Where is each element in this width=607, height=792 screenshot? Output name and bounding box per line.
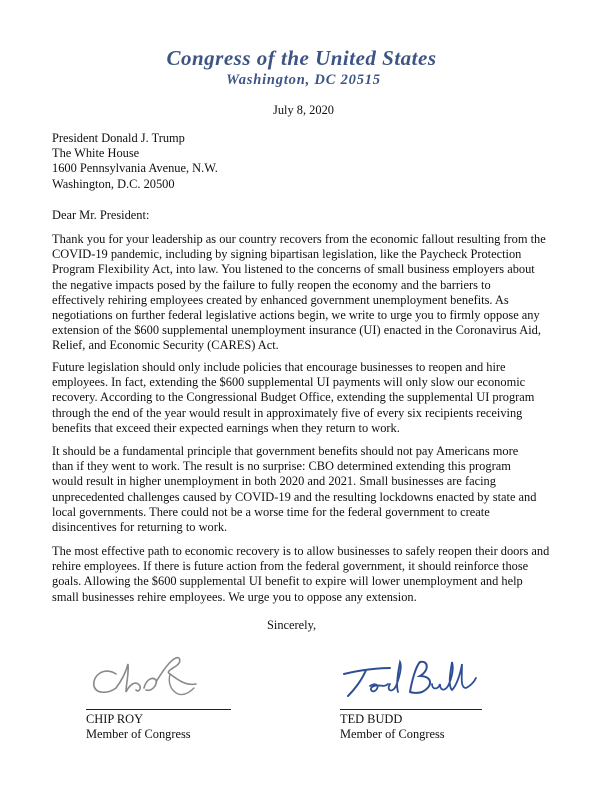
body-paragraph-4 <box>52 544 572 605</box>
text-line: recovery. According to the Congressional Budget Office, extending the supplemental UI program <box>52 390 535 405</box>
signature-line <box>86 709 231 710</box>
signature-line <box>340 709 482 710</box>
body-paragraph-1 <box>52 232 572 354</box>
text-line: benefits that exceed their expected earnings when they return to work. <box>52 420 400 435</box>
letter-date: July 8, 2020 <box>273 103 334 117</box>
letterhead-city: Washington, DC 20515 <box>226 72 381 88</box>
signature-ted-budd <box>340 656 480 702</box>
text-line: the negative impacts posed by the failure to fully reopen the economy and the barriers to <box>52 277 491 292</box>
text-line: Relief, and Economic Security (CARES) Act. <box>52 338 279 353</box>
text-line: employees. In fact, extending the $600 supplemental UI payments will only slow our economic <box>52 375 526 390</box>
text-line: rehire employees. If there is future action from the federal government, it should reinforce those <box>52 559 529 574</box>
body-paragraph-3 <box>52 444 572 535</box>
closing: Sincerely, <box>267 618 317 632</box>
signer-ted-budd <box>340 712 445 742</box>
text-line: goals. Allowing the $600 supplemental UI benefit to expire will lower unemployment and help <box>52 574 523 589</box>
text-line: The most effective path to economic recovery is to allow businesses to safely reopen their doors and <box>52 544 550 558</box>
signer-name: TED BUDD <box>340 712 403 726</box>
letterhead-title: Congress of the United States <box>166 46 437 70</box>
text-line: than if they went to work. The result is no surprise: CBO determined extending this program <box>52 459 511 474</box>
text-line: It should be a fundamental principle that government benefits should not pay Americans more <box>52 444 519 458</box>
text-line: COVID-19 pandemic, including by signing bipartisan legislation, like the Paycheck Protection <box>52 247 522 262</box>
recipient-address <box>52 131 218 192</box>
signer-chip-roy <box>86 712 191 742</box>
text-line: small businesses rehire employees. We urge you to oppose any extension. <box>52 589 417 604</box>
recipient-street: 1600 Pennsylvania Avenue, N.W. <box>52 161 218 176</box>
text-line: Thank you for your leadership as our country recovers from the economic fallout resulting from the <box>52 232 546 246</box>
recipient-office: The White House <box>52 146 140 161</box>
text-line: Program Flexibility Act, into law. You listened to the concerns of small business employers about <box>52 262 535 277</box>
recipient-name: President Donald J. Trump <box>52 131 185 145</box>
text-line: negotiations on further federal legislative actions begin, we write to urge you to firmly oppose any <box>52 308 540 323</box>
recipient-city: Washington, D.C. 20500 <box>52 176 175 191</box>
text-line: Future legislation should only include policies that encourage businesses to reopen and hire <box>52 360 506 374</box>
body-paragraph-2 <box>52 360 572 436</box>
text-line: disincentives for returning to work. <box>52 520 228 535</box>
signer-title: Member of Congress <box>86 727 191 741</box>
signature-chip-roy <box>86 650 206 702</box>
text-line: unprecedented challenges caused by COVID-19 and the resulting lockdowns enacted by state and <box>52 489 537 504</box>
text-line: would result in higher unemployment in both 2020 and 2021. Small businesses are facing <box>52 474 496 489</box>
signer-name: CHIP ROY <box>86 712 144 726</box>
salutation: Dear Mr. President: <box>52 208 150 222</box>
text-line: extension of the $600 supplemental unemployment insurance (UI) enacted in the Coronavirus Aid, <box>52 323 541 338</box>
text-line: through the end of the year would result in approximately five of every six recipients receiving <box>52 405 523 420</box>
signer-title: Member of Congress <box>340 727 445 741</box>
text-line: effectively rehiring employees created by enhanced government unemployment benefits. As <box>52 292 509 307</box>
text-line: local governments. There could not be a worse time for the federal government to create <box>52 504 490 519</box>
letterhead <box>0 46 607 89</box>
